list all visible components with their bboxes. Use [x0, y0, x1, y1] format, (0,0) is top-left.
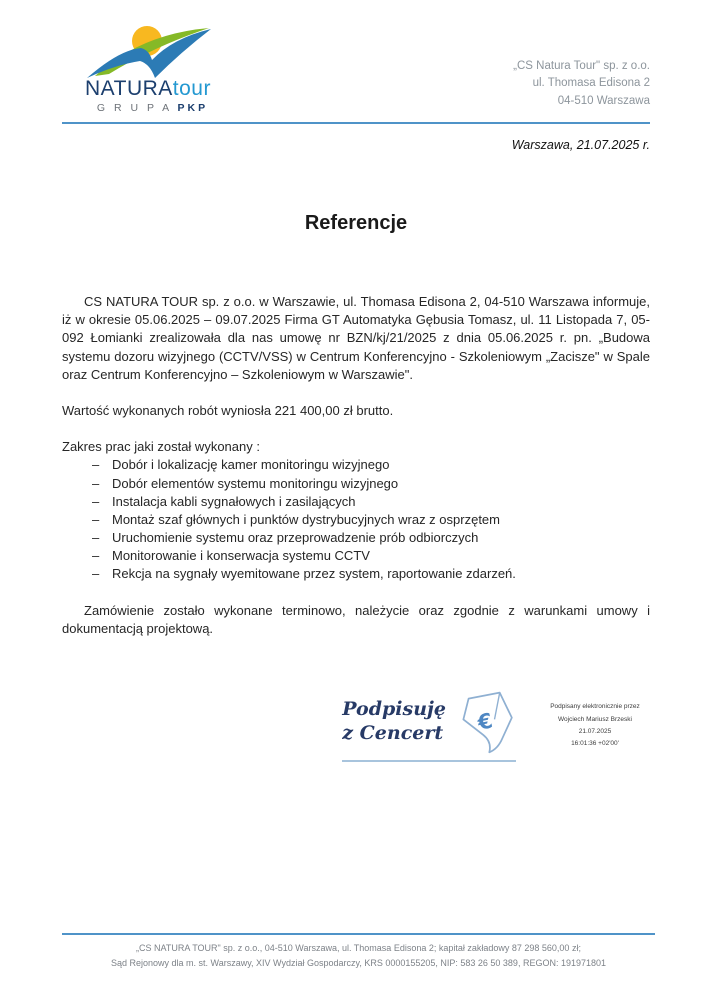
list-item: [62, 493, 650, 511]
dash-marker: –: [92, 457, 100, 473]
company-address-line: „CS Natura Tour" sp. z o.o.: [513, 60, 650, 72]
footer-divider: [62, 933, 655, 935]
list-item: [62, 511, 650, 529]
signature-detail-line: Wojciech Mariusz Brzeski: [558, 715, 632, 723]
pen-nib-icon: [454, 690, 516, 754]
logo-mountain-sun-icon: [85, 24, 213, 80]
list-item-text: Dobór elementów systemu monitoringu wizyjnego: [112, 475, 399, 491]
list-item-text: Monitorowanie i konserwacja systemu CCTV: [112, 548, 370, 564]
list-item: [62, 565, 650, 583]
dash-marker: –: [92, 548, 100, 564]
signature-detail-line: 16:01:36 +02'00': [571, 740, 619, 748]
stamp-line-2: z Cencert: [342, 722, 444, 744]
signature-block: [62, 690, 660, 762]
company-address-line: ul. Thomasa Edisona 2: [532, 77, 650, 90]
dash-marker: –: [92, 566, 100, 582]
work-scope-list: [62, 456, 650, 583]
signature-detail-line: 21.07.2025: [578, 728, 612, 735]
list-item-text: Instalacja kabli sygnałowych i zasilających: [112, 493, 356, 509]
dash-marker: –: [92, 493, 100, 509]
list-item: [62, 547, 650, 565]
paragraph-value: Wartość wykonanych robót wyniosła 221 400,00 zł brutto.: [62, 402, 394, 418]
dash-marker: –: [92, 511, 100, 527]
list-item: [62, 529, 650, 547]
stamp-line-1: Podpisuję: [342, 698, 446, 721]
company-address: [513, 58, 650, 110]
stamp-text: [342, 698, 446, 746]
logo-text-tour: tour: [172, 77, 211, 100]
dash-marker: –: [92, 530, 100, 546]
footer-line-1: „CS NATURA TOUR" sp. z o.o., 04-510 Warszawa, ul. Thomasa Edisona 2; kapitał zakładowy 87 298 560,00 zł;: [136, 942, 581, 953]
list-item-text: Uruchomienie systemu oraz przeprowadzenie prób odbiorczych: [112, 530, 479, 546]
list-item-text: Dobór i lokalizację kamer monitoringu wizyjnego: [112, 457, 390, 473]
paragraph-main: CS NATURA TOUR sp. z o.o. w Warszawie, ul. Thomasa Edisona 2, 04-510 Warszawa informuje, iż w okresie 05.06.2025 – 09.07.2025 Firma GT Automatyka Gębusia Tomasz, ul. 11 Listopada 7, 05-092 Łomianki zrealizowała dla nas umowę nr BZN/kj/21/2025 z dnia 05.06.2025 r. pn. „Budowa systemu dozoru wizyjnego (CCTV/VSS) w Centrum Konferencyjno - Szkoleniowym „Zacisze" w Spale oraz Centrum Konferencyjno – Szkoleniowym w Warszawie".: [62, 294, 650, 382]
list-intro: Zakres prac jaki został wykonany :: [62, 439, 260, 455]
naturatour-logo: [85, 24, 220, 114]
footer: [62, 933, 655, 973]
list-item: [62, 475, 650, 493]
cencert-signature-stamp: [342, 690, 516, 762]
list-item-text: Montaż szaf głównych i punktów dystrybucyjnych wraz z osprzętem: [112, 511, 500, 527]
dash-marker: –: [92, 475, 100, 491]
company-address-line: 04-510 Warszawa: [557, 94, 650, 107]
logo-wordmark: [85, 78, 220, 99]
logo-text-grupa: G R U P A: [96, 102, 172, 114]
logo-group-line: [85, 102, 220, 114]
logo-text-pkp: PKP: [177, 102, 209, 114]
footer-line-2: Sąd Rejonowy dla m. st. Warszawy, XIV Wydział Gospodarczy, KRS 0000155205, NIP: 583 26 50 389, REGON: 191971801: [110, 958, 606, 969]
logo-text-natura: NATURA: [85, 77, 173, 100]
header: [62, 0, 650, 114]
signature-detail-line: Podpisany elektronicznie przez: [550, 703, 640, 711]
list-item: [62, 456, 650, 474]
header-divider: [62, 122, 650, 124]
svg-text:€: €: [475, 708, 495, 735]
paragraph-closing: Zamówienie zostało wykonane terminowo, należycie oraz zgodnie z warunkami umowy i dokumentacją projektową.: [62, 602, 650, 636]
list-item-text: Rekcja na sygnały wyemitowane przez system, raportowanie zdarzeń.: [112, 566, 516, 582]
page-title: Referencje: [304, 212, 408, 234]
signature-details: [530, 701, 660, 750]
date-line: Warszawa, 21.07.2025 r.: [511, 138, 650, 152]
